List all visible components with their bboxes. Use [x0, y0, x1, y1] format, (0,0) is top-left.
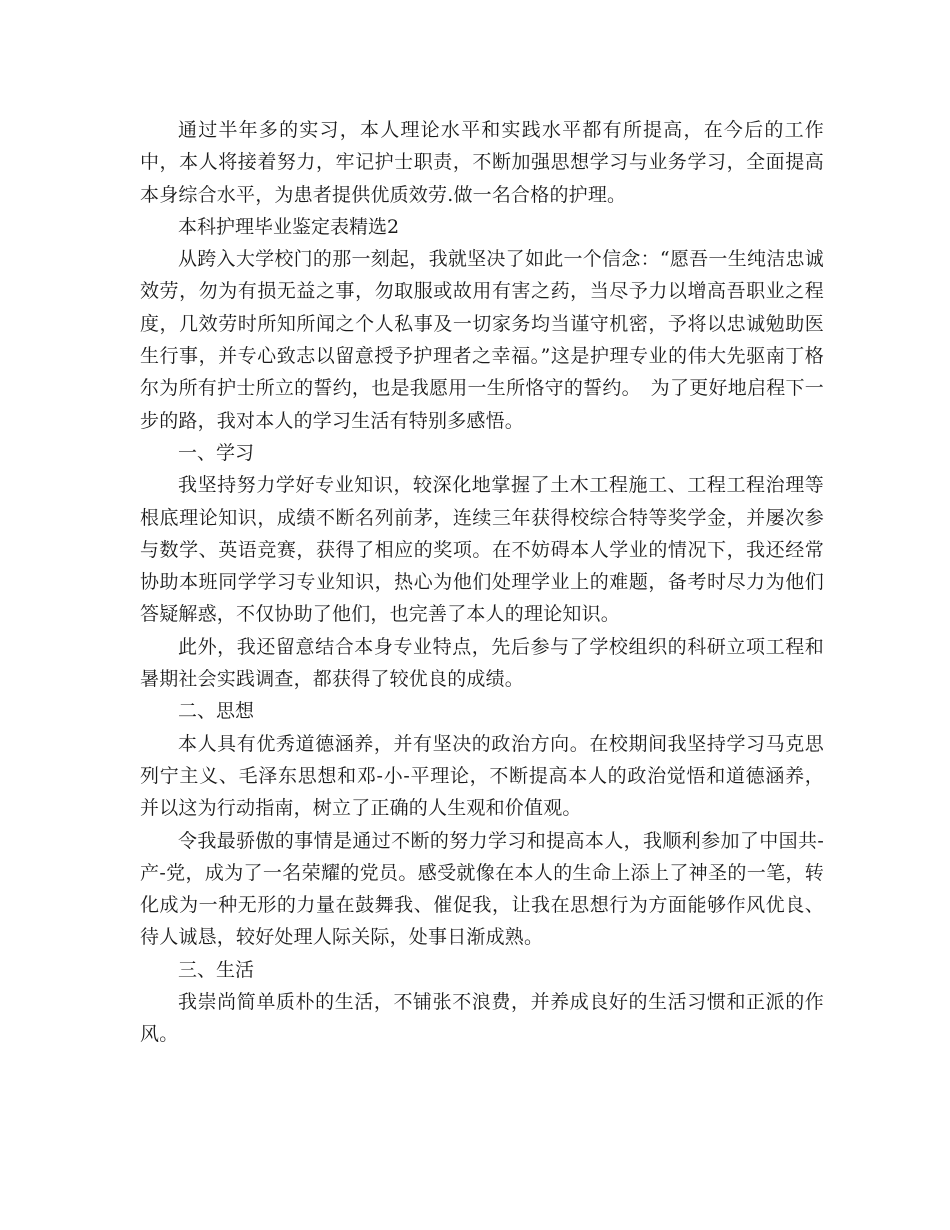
paragraph: 我崇尚简单质朴的生活，不铺张不浪费，并养成良好的生活习惯和正派的作风。: [140, 991, 824, 1046]
paragraph: 本人具有优秀道德涵养，并有坚决的政治方向。在校期间我坚持学习马克思列宁主义、毛泽东思想和邓-小-平理论，不断提高本人的政治觉悟和道德涵养，并以这为行动指南，树立了正确的人生观和价值观。: [140, 732, 824, 820]
paragraph: 我坚持努力学好专业知识，较深化地掌握了土木工程施工、工程工程治理等根底理论知识，成绩不断名列前茅，连续三年获得校综合特等奖学金，并屡次参与数学、英语竞赛，获得了相应的奖项。在不妨碍本人学业的情况下，我还经常协助本班同学学习专业知识，热心为他们处理学业上的难题，备考时尽力为他们答疑解惑，不仅协助了他们，也完善了本人的理论知识。: [140, 474, 824, 626]
paragraph: 此外，我还留意结合本身专业特点，先后参与了学校组织的科研立项工程和暑期社会实践调查，都获得了较优良的成绩。: [140, 635, 824, 691]
section-heading: 三、生活: [178, 958, 255, 981]
document-body: [140, 114, 824, 1051]
section-heading: 本科护理毕业鉴定表精选2: [178, 215, 400, 238]
paragraph: 通过半年多的实习，本人理论水平和实践水平都有所提高，在今后的工作中，本人将接着努力，牢记护士职责，不断加强思想学习与业务学习，全面提高本身综合水平，为患者提供优质效劳.做一名合格的护理。: [140, 119, 824, 206]
section-heading: 一、学习: [178, 441, 255, 464]
paragraph: 令我最骄傲的事情是通过不断的努力学习和提高本人，我顺利参加了中国共-产-党，成为了一名荣耀的党员。感受就像在本人的生命上添上了神圣的一笔，转化成为一种无形的力量在鼓舞我、催促我，让我在思想行为方面能够作风优良、待人诚恳，较好处理人际关际，处事日渐成熟。: [140, 829, 824, 949]
paragraph: 从跨入大学校门的那一刻起，我就坚决了如此一个信念：“愿吾一生纯洁忠诚效劳，勿为有损无益之事，勿取服或故用有害之药，当尽予力以增高吾职业之程度，几效劳时所知所闻之个人私事及一切家务均当谨守机密，予将以忠诚勉助医生行事，并专心致志以留意授予护理者之幸福。”这是护理专业的伟大先驱南丁格尔为所有护士所立的誓约，也是我愿用一生所恪守的誓约。 为了更好地启程下一步的路，我对本人的学习生活有特别多感悟。: [140, 248, 824, 432]
section-heading: 二、思想: [178, 700, 255, 723]
